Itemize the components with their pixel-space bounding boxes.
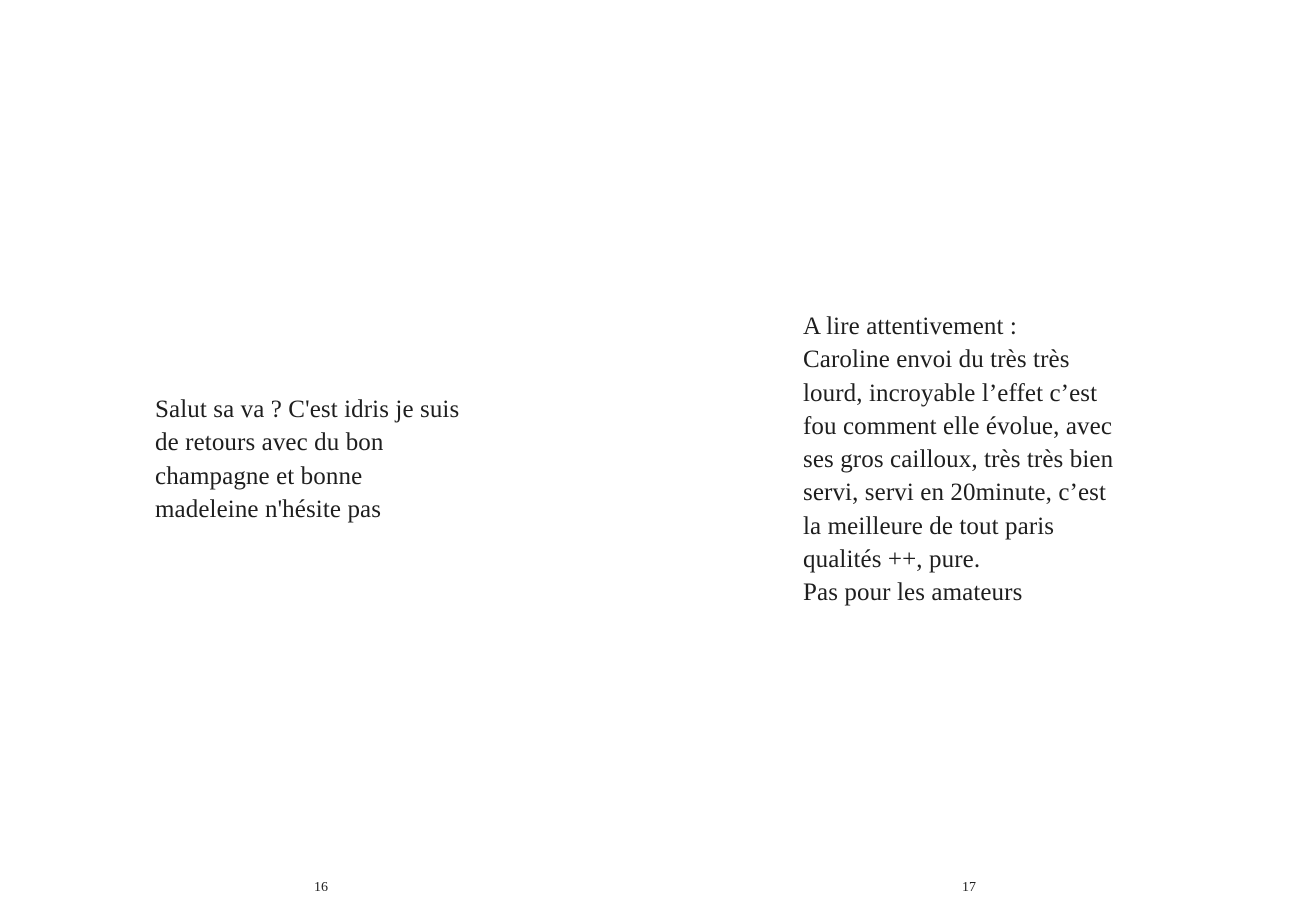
left-page-text xyxy=(155,393,459,526)
text-line: Caroline envoi du très très xyxy=(803,346,1070,374)
text-line: Salut sa va ? C'est idris je suis xyxy=(155,396,460,423)
text-line: Pas pour les amateurs xyxy=(803,579,1023,607)
text-line: champagne et bonne xyxy=(155,462,363,490)
text-line: la meilleure de tout paris xyxy=(803,512,1055,540)
text-line: de retours avec du bon xyxy=(155,429,384,457)
right-page-text xyxy=(803,310,1113,610)
text-line: fou comment elle évolue, avec xyxy=(803,412,1113,440)
text-line: servi, servi en 20minute, c’est xyxy=(803,479,1107,507)
right-page xyxy=(645,0,1290,913)
page-number-left: 16 xyxy=(314,880,328,895)
page-number-right: 17 xyxy=(962,880,976,895)
text-line: lourd, incroyable l’effet c’est xyxy=(803,379,1098,407)
text-line: madeleine n'hésite pas xyxy=(155,495,382,523)
text-line: ses gros cailloux, très très bien xyxy=(803,446,1114,474)
text-line: qualités ++, pure. xyxy=(803,546,981,574)
text-line: A lire attentivement : xyxy=(803,313,1017,340)
